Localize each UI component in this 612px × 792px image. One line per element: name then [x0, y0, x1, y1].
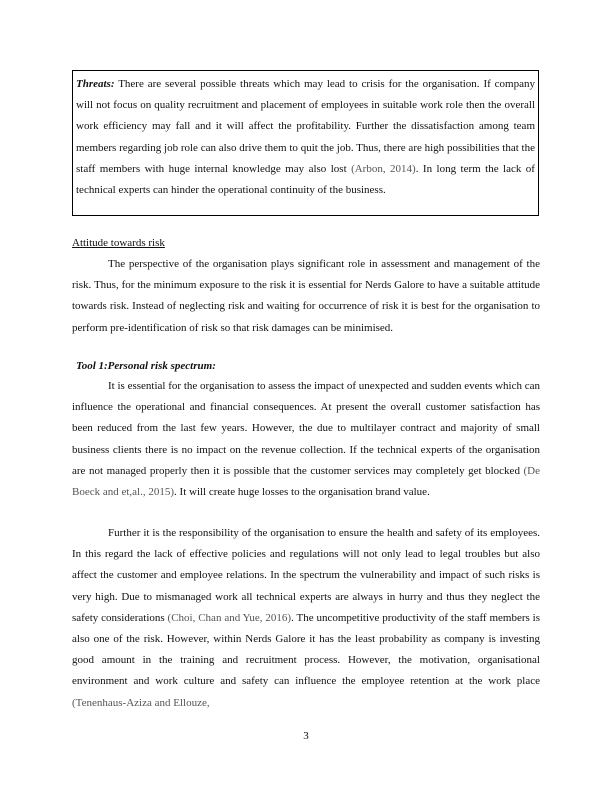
tool1-paragraph-2: [72, 523, 540, 714]
citation-tenenhaus: (Tenenhaus-Aziza and Ellouze,: [72, 696, 210, 709]
citation-de-boeck: (De Boeck and et,al., 2015): [72, 464, 540, 499]
threats-box: [72, 70, 539, 216]
attitude-paragraph: The perspective of the organisation plays significant role in assessment and management of the risk. Thus, for the minimum exposure to the risk it is essential for Nerds Galore to have a suitable attitude towards risk. Instead of neglecting risk and waiting for occurrence of risk it is best for the organisation to perform pre-identification of risk so that risk damages can be minimised.: [72, 258, 540, 334]
tool1-p2-text: Further it is the responsibility of the organisation to ensure the health and safety of its employees. In this regard the lack of effective policies and regulations will not only lead to legal troubles but also affect the customer and employee relations. In the spectrum the vulnerability and impact of such risks is very high. Due to mismanaged work all technical experts are always in hurry and thus they neglect the safety considerations: [72, 527, 540, 624]
attitude-heading: Attitude towards risk: [72, 237, 165, 249]
tool1-paragraph-1: [72, 376, 540, 503]
citation-arbon: (Arbon, 2014): [351, 162, 416, 175]
tool1-p2-text-mid: . The uncompetitive productivity of the staff members is also one of the risk. However, within Nerds Galore it has the least probability as company is investing good amount in the training and recruitment process. However, the motivation, organisational environment and work culture and safety can influence the employee retention at the work place: [72, 611, 540, 688]
page-number: 3: [303, 730, 309, 742]
tool1-p1-text: It is essential for the organisation to assess the impact of unexpected and sudden events which can influence the operational and financial consequences. At present the overall customer satisfaction has been reduced from the last few years. However, the due to multilayer contract and majority of small business clients there is no impact on the revenue collection. If the technical experts of the organisation are not managed properly then it is possible that the customer services may completely get blocked: [72, 380, 540, 477]
threats-text: There are several possible threats which may lead to crisis for the organisation. If company will not focus on quality recruitment and placement of employees in suitable work role then the overall work efficiency may fall and it will affect the profitability. Further the dissatisfaction among team members regarding job role can also drive them to quit the job. Thus, there are high possibilities that the staff members with huge internal knowledge may also lost: [76, 78, 535, 175]
tool1-p1-text-end: . It will create huge losses to the organisation brand value.: [174, 486, 430, 499]
tool1-heading: Tool 1:Personal risk spectrum:: [76, 360, 216, 372]
threats-text-end: . In long term the lack of technical experts can hinder the operational continuity of the business.: [76, 162, 535, 197]
threats-lead: Threats:: [76, 78, 115, 90]
citation-choi: (Choi, Chan and Yue, 2016): [167, 611, 292, 624]
